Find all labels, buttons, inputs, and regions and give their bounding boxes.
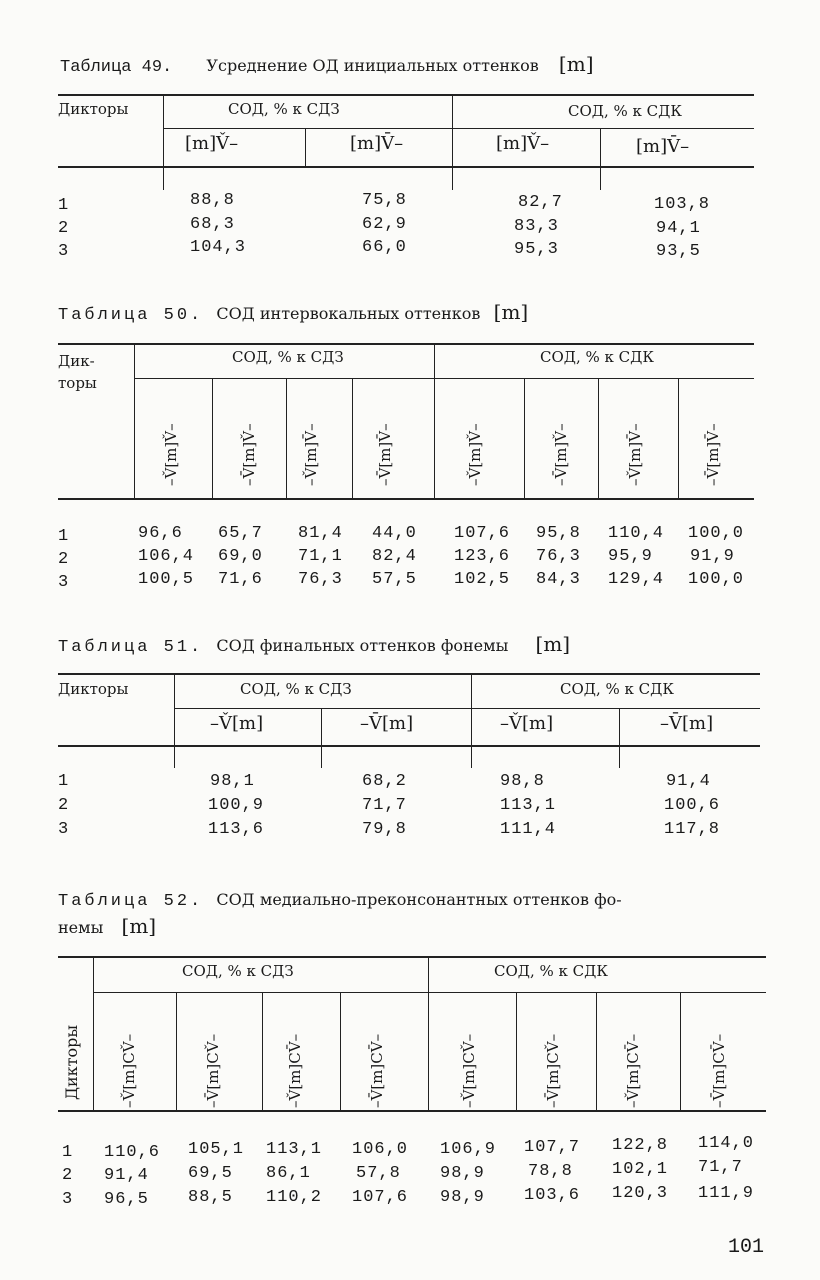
cell: 71,7 [362,796,407,815]
rule [134,378,754,379]
cell: 110,4 [608,524,665,543]
rule [58,745,760,747]
cell: 91,9 [690,547,735,566]
row-label: 2 [58,550,70,569]
divider [174,673,175,768]
cell: 98,8 [500,772,545,791]
row-label: 1 [58,196,70,215]
cell: 129,4 [608,570,665,589]
divider [262,992,263,1111]
row-label: 2 [62,1166,74,1185]
rule [58,1110,766,1112]
cell: 68,3 [190,215,235,234]
cell: 83,3 [514,217,559,236]
cell: 79,8 [362,820,407,839]
col-header-speakers: Дик- торы [58,352,97,392]
cell: 107,7 [524,1138,581,1157]
cell: 76,3 [298,570,343,589]
cell: 44,0 [372,524,417,543]
sub-header-vertical: –V̌[m]CV̌– [460,1033,478,1108]
divider [428,956,429,1111]
sub-header-vertical: –V̄[m]V̌– [240,423,258,486]
row-label: 1 [58,527,70,546]
row-label: 3 [58,573,70,592]
cell: 91,4 [666,772,711,791]
row-label: 3 [58,242,70,261]
cell: 103,8 [654,195,711,214]
divider [340,992,341,1111]
divider [619,708,620,768]
group-header-sdz: СОД, % к СДЗ [182,962,294,980]
row-label: 2 [58,796,70,815]
sub-header-vertical: –V̌[m]CV̄– [624,1033,642,1108]
cell: 78,8 [528,1162,573,1181]
group-header-sdz: СОД, % к СДЗ [228,100,340,118]
group-header-sdk: СОД, % к СДК [540,348,654,366]
rule [58,956,766,958]
cell: 81,4 [298,524,343,543]
group-header-sdz: СОД, % к СДЗ [232,348,344,366]
sub-header-vertical: –V̄[m]CV̌– [204,1033,222,1108]
group-header-sdk: СОД, % к СДК [560,680,674,698]
cell: 93,5 [656,242,701,261]
sub-header-vertical: –V̌[m]CV̄– [286,1033,304,1108]
divider [680,992,681,1111]
divider [524,378,525,499]
cell: 100,0 [688,570,745,589]
sub-header-vertical: –V̌[m]V̌– [466,423,484,486]
cell: 100,9 [208,796,265,815]
cell: 68,2 [362,772,407,791]
cell: 96,6 [138,524,183,543]
group-header-sdk: СОД, % к СДК [494,962,608,980]
cell: 107,6 [454,524,511,543]
cell: 69,5 [188,1164,233,1183]
row-label: 3 [62,1190,74,1209]
rule [58,343,754,345]
col-header-speakers: Дикторы [58,100,129,118]
cell: 82,4 [372,547,417,566]
divider [452,94,453,190]
divider [321,708,322,768]
sub-header-vertical: –V̌[m]V̄– [302,423,320,486]
sub-header-vertical: –V̄[m]CV̄– [710,1033,728,1108]
divider [93,956,94,1111]
row-label: 3 [58,820,70,839]
sub-header: –V̌[m] [210,713,264,734]
cell: 98,9 [440,1188,485,1207]
sub-header: [m]V̄– [350,133,404,154]
cell: 102,5 [454,570,511,589]
divider [598,378,599,499]
sub-header-vertical: –V̄[m]V̄– [704,423,722,486]
page-number: 101 [728,1236,765,1259]
sub-header-vertical: –V̄[m]CV̌– [544,1033,562,1108]
row-label: 1 [62,1143,74,1162]
cell: 102,1 [612,1160,669,1179]
sub-header: –V̌[m] [500,713,554,734]
divider [678,378,679,499]
table-51-caption: Таблица 51. СОД финальных оттенков фонемы [m] [58,632,571,657]
col-header-speakers: Дикторы [62,1024,81,1100]
divider [352,378,353,499]
cell: 71,1 [298,547,343,566]
cell: 98,9 [440,1164,485,1183]
cell: 69,0 [218,547,263,566]
cell: 62,9 [362,215,407,234]
sub-header: [m]V̌– [496,133,550,154]
divider [471,673,472,768]
cell: 104,3 [190,238,247,257]
col-header-speakers: Дикторы [58,680,129,698]
divider [596,992,597,1111]
divider [212,378,213,499]
cell: 122,8 [612,1136,669,1155]
table-52-caption-line2: немы [m] [58,914,157,938]
rule [93,992,766,993]
table-49-caption: Таблица 49. Усреднение ОД инициальных оттенков [m] [60,52,594,77]
row-label: 2 [58,219,70,238]
cell: 71,7 [698,1158,743,1177]
cell: 91,4 [104,1166,149,1185]
cell: 110,2 [266,1188,323,1207]
divider [176,992,177,1111]
cell: 113,6 [208,820,265,839]
cell: 113,1 [500,796,557,815]
sub-header: –V̄[m] [360,713,414,734]
cell: 84,3 [536,570,581,589]
sub-header-vertical: –V̌[m]CV̌– [120,1033,138,1108]
divider [305,128,306,166]
cell: 107,6 [352,1188,409,1207]
cell: 106,9 [440,1140,497,1159]
cell: 86,1 [266,1164,311,1183]
cell: 94,1 [656,219,701,238]
cell: 117,8 [664,820,721,839]
group-header-sdz: СОД, % к СДЗ [240,680,352,698]
table-52-caption: Таблица 52. СОД медиально-преконсонантных оттенков фо- [58,890,622,911]
rule [58,166,754,168]
cell: 95,8 [536,524,581,543]
cell: 120,3 [612,1184,669,1203]
cell: 76,3 [536,547,581,566]
cell: 82,7 [518,193,563,212]
rule [163,128,754,129]
cell: 95,9 [608,547,653,566]
cell: 113,1 [266,1140,323,1159]
cell: 105,1 [188,1140,245,1159]
table-50-caption: Таблица 50. СОД интервокальных оттенков [m] [58,300,529,325]
sub-header: [m]V̄– [636,136,690,157]
cell: 123,6 [454,547,511,566]
cell: 114,0 [698,1134,755,1153]
cell: 100,6 [664,796,721,815]
sub-header: [m]V̌– [185,133,239,154]
cell: 111,9 [698,1184,755,1203]
rule [58,673,760,675]
divider [286,378,287,499]
sub-header-vertical: –V̄[m]V̌– [552,423,570,486]
cell: 111,4 [500,820,557,839]
divider [163,94,164,190]
cell: 100,0 [688,524,745,543]
cell: 71,6 [218,570,263,589]
cell: 88,5 [188,1188,233,1207]
rule [58,498,754,500]
cell: 103,6 [524,1186,581,1205]
cell: 65,7 [218,524,263,543]
group-header-sdk: СОД, % к СДК [568,102,682,120]
row-label: 1 [58,772,70,791]
divider [600,128,601,190]
cell: 106,0 [352,1140,409,1159]
sub-header-vertical: –V̌[m]V̌– [162,423,180,486]
sub-header-vertical: –V̄[m]CV̄– [368,1033,386,1108]
cell: 110,6 [104,1143,161,1162]
cell: 106,4 [138,547,195,566]
cell: 66,0 [362,238,407,257]
sub-header-vertical: –V̄[m]V̄– [376,423,394,486]
cell: 75,8 [362,191,407,210]
cell: 98,1 [210,772,255,791]
cell: 57,5 [372,570,417,589]
cell: 95,3 [514,240,559,259]
cell: 57,8 [356,1164,401,1183]
divider [434,343,435,499]
divider [516,992,517,1111]
cell: 100,5 [138,570,195,589]
cell: 88,8 [190,191,235,210]
sub-header-vertical: –V̌[m]V̄– [626,423,644,486]
divider [134,343,135,499]
cell: 96,5 [104,1190,149,1209]
rule [174,708,760,709]
sub-header: –V̄[m] [660,713,714,734]
